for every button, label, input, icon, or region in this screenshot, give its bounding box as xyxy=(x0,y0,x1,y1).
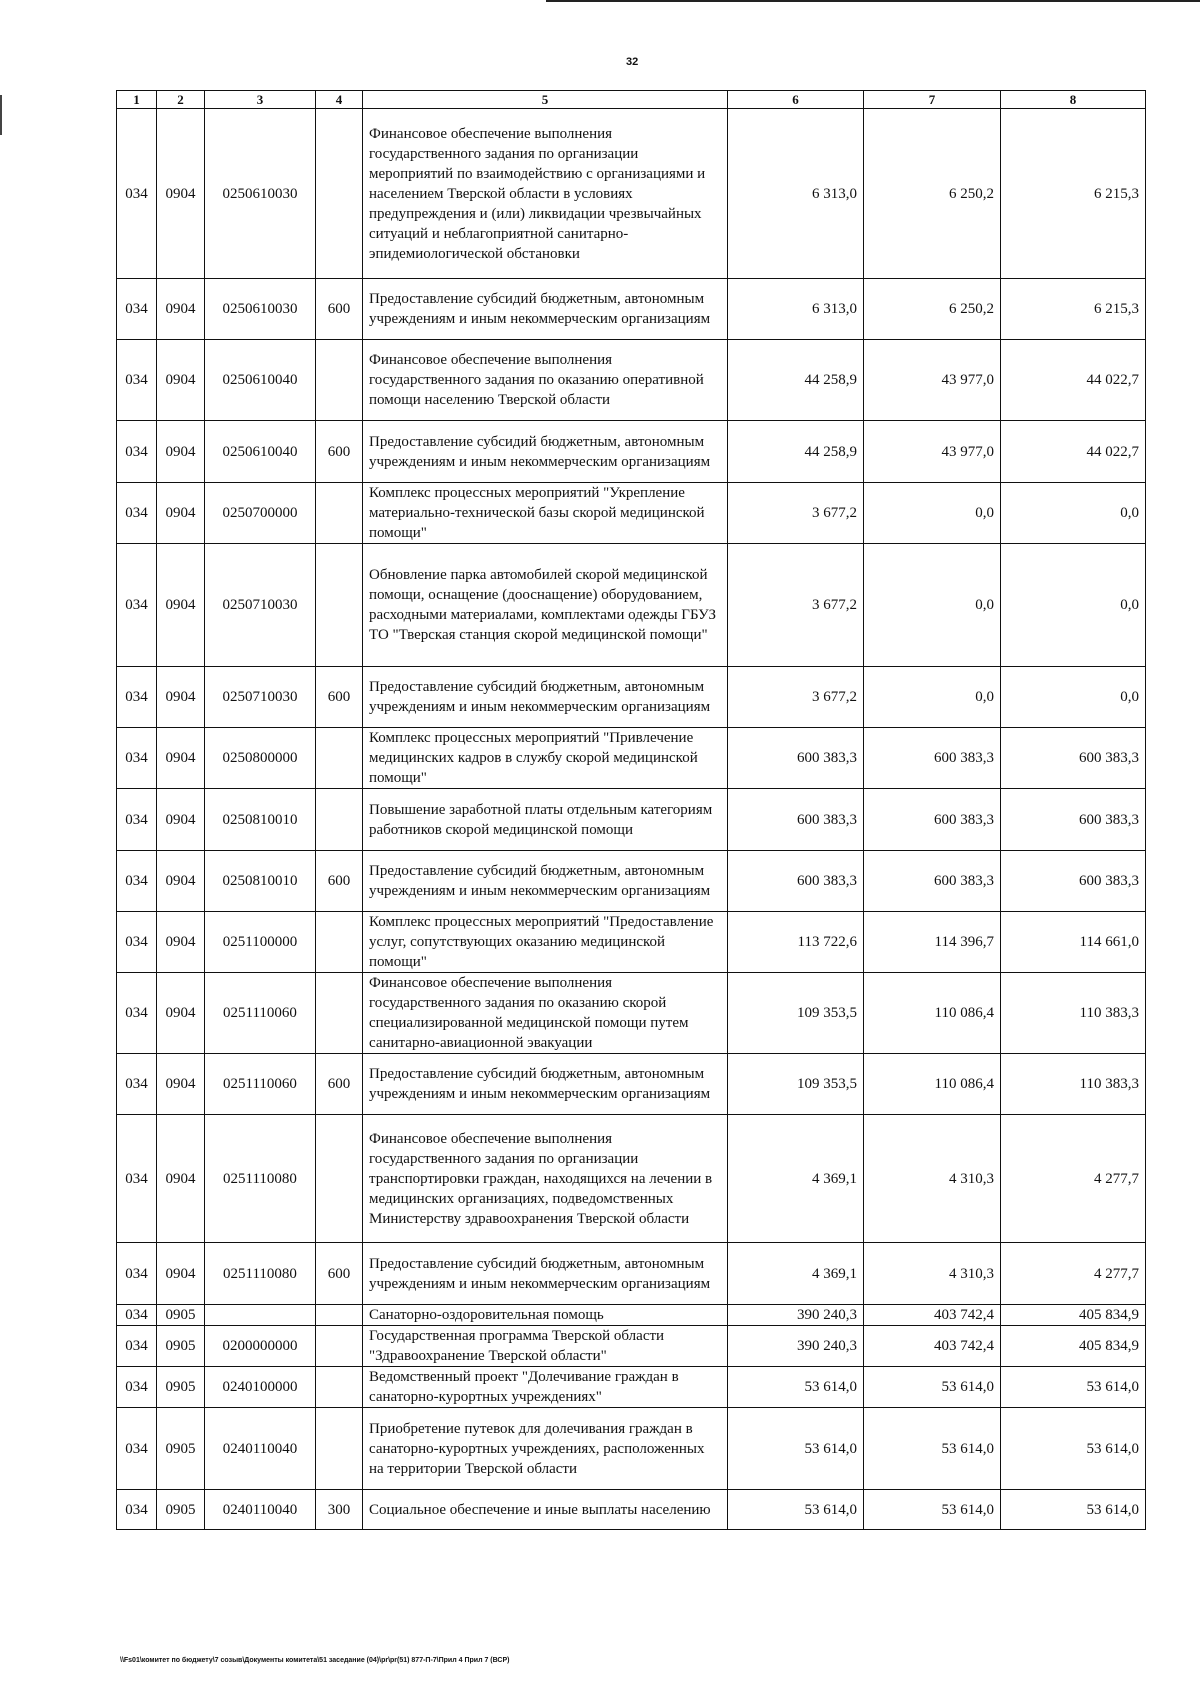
expense-type-cell xyxy=(316,912,363,973)
table-row xyxy=(117,851,1146,912)
item-name-cell: Комплекс процессных мероприятий "Привлечение медицинских кадров в службу скорой медицинской помощи" xyxy=(363,728,728,789)
amount-col6-cell: 6 313,0 xyxy=(728,109,864,279)
budget-code-cell: 034 xyxy=(117,1367,157,1408)
col-header-1: 1 xyxy=(117,91,157,109)
amount-col8-cell: 110 383,3 xyxy=(1001,1054,1146,1115)
section-code-cell: 0904 xyxy=(157,109,205,279)
budget-code-cell: 034 xyxy=(117,1490,157,1530)
amount-col6-cell: 4 369,1 xyxy=(728,1243,864,1305)
expense-type-cell: 300 xyxy=(316,1490,363,1530)
amount-col7-cell: 110 086,4 xyxy=(864,1054,1001,1115)
amount-col7-cell: 403 742,4 xyxy=(864,1326,1001,1367)
budget-code-cell: 034 xyxy=(117,1243,157,1305)
amount-col7-cell: 0,0 xyxy=(864,483,1001,544)
section-code-cell: 0905 xyxy=(157,1408,205,1490)
amount-col7-cell: 110 086,4 xyxy=(864,973,1001,1054)
table-row xyxy=(117,789,1146,851)
expense-type-cell xyxy=(316,340,363,421)
amount-col7-cell: 43 977,0 xyxy=(864,421,1001,483)
budget-code-cell: 034 xyxy=(117,912,157,973)
expense-type-cell: 600 xyxy=(316,1054,363,1115)
target-article-cell xyxy=(205,1305,316,1326)
expense-type-cell: 600 xyxy=(316,421,363,483)
amount-col7-cell: 4 310,3 xyxy=(864,1243,1001,1305)
amount-col6-cell: 109 353,5 xyxy=(728,1054,864,1115)
amount-col6-cell: 600 383,3 xyxy=(728,851,864,912)
expense-type-cell: 600 xyxy=(316,851,363,912)
amount-col8-cell: 53 614,0 xyxy=(1001,1408,1146,1490)
amount-col7-cell: 53 614,0 xyxy=(864,1408,1001,1490)
page-number-text: 32 xyxy=(626,56,639,68)
section-code-cell: 0904 xyxy=(157,421,205,483)
table-row xyxy=(117,340,1146,421)
amount-col8-cell: 4 277,7 xyxy=(1001,1115,1146,1243)
table-row xyxy=(117,912,1146,973)
section-code-cell: 0904 xyxy=(157,789,205,851)
amount-col6-cell: 53 614,0 xyxy=(728,1408,864,1490)
budget-code-cell: 034 xyxy=(117,544,157,667)
item-name-cell: Комплекс процессных мероприятий "Предоставление услуг, сопутствующих оказанию медицинской помощи" xyxy=(363,912,728,973)
target-article-cell: 0240100000 xyxy=(205,1367,316,1408)
budget-code-cell: 034 xyxy=(117,1326,157,1367)
table-header-row xyxy=(117,91,1146,109)
expense-type-cell: 600 xyxy=(316,667,363,728)
table-row xyxy=(117,1243,1146,1305)
item-name-cell: Финансовое обеспечение выполнения государственного задания по организации транспортировки граждан, находящихся на лечении в медицинских организациях, подведомственных Министерству здравоохранения Тверской области xyxy=(363,1115,728,1243)
amount-col8-cell: 6 215,3 xyxy=(1001,109,1146,279)
budget-code-cell: 034 xyxy=(117,728,157,789)
table-row xyxy=(117,1326,1146,1367)
item-name-cell: Предоставление субсидий бюджетным, автономным учреждениям и иным некоммерческим организациям xyxy=(363,851,728,912)
expense-type-cell xyxy=(316,109,363,279)
col-header-6: 6 xyxy=(728,91,864,109)
amount-col6-cell: 113 722,6 xyxy=(728,912,864,973)
amount-col8-cell: 4 277,7 xyxy=(1001,1243,1146,1305)
table-row xyxy=(117,1367,1146,1408)
col-header-2: 2 xyxy=(157,91,205,109)
expense-type-cell xyxy=(316,1367,363,1408)
amount-col8-cell: 44 022,7 xyxy=(1001,421,1146,483)
target-article-cell: 0250810010 xyxy=(205,789,316,851)
target-article-cell: 0251100000 xyxy=(205,912,316,973)
amount-col6-cell: 3 677,2 xyxy=(728,667,864,728)
amount-col7-cell: 43 977,0 xyxy=(864,340,1001,421)
target-article-cell: 0240110040 xyxy=(205,1490,316,1530)
budget-code-cell: 034 xyxy=(117,421,157,483)
amount-col6-cell: 3 677,2 xyxy=(728,483,864,544)
expense-type-cell: 600 xyxy=(316,1243,363,1305)
target-article-cell: 0200000000 xyxy=(205,1326,316,1367)
target-article-cell: 0251110080 xyxy=(205,1243,316,1305)
item-name-cell: Повышение заработной платы отдельным категориям работников скорой медицинской помощи xyxy=(363,789,728,851)
amount-col7-cell: 114 396,7 xyxy=(864,912,1001,973)
section-code-cell: 0904 xyxy=(157,851,205,912)
section-code-cell: 0905 xyxy=(157,1326,205,1367)
section-code-cell: 0905 xyxy=(157,1367,205,1408)
col-header-3: 3 xyxy=(205,91,316,109)
budget-code-cell: 034 xyxy=(117,483,157,544)
amount-col7-cell: 0,0 xyxy=(864,667,1001,728)
amount-col7-cell: 0,0 xyxy=(864,544,1001,667)
section-code-cell: 0904 xyxy=(157,912,205,973)
target-article-cell: 0250710030 xyxy=(205,667,316,728)
budget-code-cell: 034 xyxy=(117,109,157,279)
amount-col8-cell: 600 383,3 xyxy=(1001,851,1146,912)
budget-code-cell: 034 xyxy=(117,1408,157,1490)
amount-col6-cell: 390 240,3 xyxy=(728,1305,864,1326)
amount-col6-cell: 53 614,0 xyxy=(728,1490,864,1530)
table-row xyxy=(117,1054,1146,1115)
target-article-cell: 0251110060 xyxy=(205,1054,316,1115)
amount-col8-cell: 405 834,9 xyxy=(1001,1305,1146,1326)
expense-type-cell xyxy=(316,1305,363,1326)
item-name-cell: Предоставление субсидий бюджетным, автономным учреждениям и иным некоммерческим организациям xyxy=(363,1054,728,1115)
item-name-cell: Финансовое обеспечение выполнения государственного задания по оказанию скорой специализированной медицинской помощи путем санитарно-авиационной эвакуации xyxy=(363,973,728,1054)
item-name-cell: Ведомственный проект "Долечивание граждан в санаторно-курортных учреждениях" xyxy=(363,1367,728,1408)
target-article-cell: 0250700000 xyxy=(205,483,316,544)
item-name-cell: Обновление парка автомобилей скорой медицинской помощи, оснащение (дооснащение) оборудованием, расходными материалами, комплектами одежды ГБУЗ ТО "Тверская станция скорой медицинской помощи" xyxy=(363,544,728,667)
section-code-cell: 0905 xyxy=(157,1490,205,1530)
amount-col7-cell: 600 383,3 xyxy=(864,789,1001,851)
expense-type-cell xyxy=(316,1326,363,1367)
section-code-cell: 0904 xyxy=(157,1115,205,1243)
item-name-cell: Предоставление субсидий бюджетным, автономным учреждениям и иным некоммерческим организациям xyxy=(363,279,728,340)
file-path-footer: \\Fs01\комитет по бюджету\7 созыв\Документы комитета\51 заседание (04)\pr\pr(51) 877-П-7\Прил 4 Прил 7 (ВСР) xyxy=(120,1657,510,1664)
section-code-cell: 0904 xyxy=(157,667,205,728)
amount-col7-cell: 6 250,2 xyxy=(864,279,1001,340)
expense-type-cell xyxy=(316,789,363,851)
amount-col6-cell: 4 369,1 xyxy=(728,1115,864,1243)
section-code-cell: 0904 xyxy=(157,340,205,421)
amount-col7-cell: 600 383,3 xyxy=(864,728,1001,789)
target-article-cell: 0251110080 xyxy=(205,1115,316,1243)
expense-type-cell xyxy=(316,544,363,667)
target-article-cell: 0250610040 xyxy=(205,340,316,421)
table-row xyxy=(117,1408,1146,1490)
expense-type-cell xyxy=(316,1115,363,1243)
target-article-cell: 0251110060 xyxy=(205,973,316,1054)
section-code-cell: 0904 xyxy=(157,1054,205,1115)
amount-col6-cell: 6 313,0 xyxy=(728,279,864,340)
amount-col8-cell: 0,0 xyxy=(1001,667,1146,728)
item-name-cell: Финансовое обеспечение выполнения государственного задания по организации мероприятий по взаимодействию с организациями и населением Тверской области в условиях предупреждения и (или) ликвидации чрезвычайных ситуаций и неблагоприятной санитарно-эпидемиологической обстановки xyxy=(363,109,728,279)
amount-col8-cell: 53 614,0 xyxy=(1001,1367,1146,1408)
table-row xyxy=(117,109,1146,279)
item-name-cell: Предоставление субсидий бюджетным, автономным учреждениям и иным некоммерческим организациям xyxy=(363,1243,728,1305)
target-article-cell: 0250710030 xyxy=(205,544,316,667)
budget-code-cell: 034 xyxy=(117,667,157,728)
item-name-cell: Санаторно-оздоровительная помощь xyxy=(363,1305,728,1326)
amount-col8-cell: 6 215,3 xyxy=(1001,279,1146,340)
amount-col7-cell: 53 614,0 xyxy=(864,1367,1001,1408)
amount-col7-cell: 53 614,0 xyxy=(864,1490,1001,1530)
budget-table xyxy=(116,90,1146,1530)
amount-col6-cell: 600 383,3 xyxy=(728,789,864,851)
item-name-cell: Финансовое обеспечение выполнения государственного задания по оказанию оперативной помощи населению Тверской области xyxy=(363,340,728,421)
amount-col8-cell: 114 661,0 xyxy=(1001,912,1146,973)
budget-code-cell: 034 xyxy=(117,1054,157,1115)
item-name-cell: Комплекс процессных мероприятий "Укрепление материально-технической базы скорой медицинской помощи" xyxy=(363,483,728,544)
section-code-cell: 0904 xyxy=(157,483,205,544)
amount-col6-cell: 390 240,3 xyxy=(728,1326,864,1367)
target-article-cell: 0240110040 xyxy=(205,1408,316,1490)
amount-col7-cell: 600 383,3 xyxy=(864,851,1001,912)
amount-col6-cell: 44 258,9 xyxy=(728,421,864,483)
table-row xyxy=(117,667,1146,728)
section-code-cell: 0905 xyxy=(157,1305,205,1326)
amount-col7-cell: 4 310,3 xyxy=(864,1115,1001,1243)
amount-col6-cell: 53 614,0 xyxy=(728,1367,864,1408)
target-article-cell: 0250610030 xyxy=(205,109,316,279)
budget-code-cell: 034 xyxy=(117,340,157,421)
amount-col7-cell: 6 250,2 xyxy=(864,109,1001,279)
budget-code-cell: 034 xyxy=(117,279,157,340)
budget-code-cell: 034 xyxy=(117,789,157,851)
col-header-5: 5 xyxy=(363,91,728,109)
section-code-cell: 0904 xyxy=(157,279,205,340)
item-name-cell: Государственная программа Тверской области "Здравоохранение Тверской области" xyxy=(363,1326,728,1367)
section-code-cell: 0904 xyxy=(157,544,205,667)
item-name-cell: Предоставление субсидий бюджетным, автономным учреждениям и иным некоммерческим организациям xyxy=(363,667,728,728)
section-code-cell: 0904 xyxy=(157,728,205,789)
amount-col8-cell: 0,0 xyxy=(1001,544,1146,667)
expense-type-cell xyxy=(316,483,363,544)
amount-col8-cell: 405 834,9 xyxy=(1001,1326,1146,1367)
table-row xyxy=(117,973,1146,1054)
item-name-cell: Приобретение путевок для долечивания граждан в санаторно-курортных учреждениях, расположенных на территории Тверской области xyxy=(363,1408,728,1490)
scan-edge-mark xyxy=(0,95,2,135)
amount-col8-cell: 600 383,3 xyxy=(1001,789,1146,851)
target-article-cell: 0250800000 xyxy=(205,728,316,789)
expense-type-cell xyxy=(316,1408,363,1490)
amount-col8-cell: 110 383,3 xyxy=(1001,973,1146,1054)
amount-col7-cell: 403 742,4 xyxy=(864,1305,1001,1326)
amount-col6-cell: 600 383,3 xyxy=(728,728,864,789)
table-row xyxy=(117,544,1146,667)
amount-col8-cell: 0,0 xyxy=(1001,483,1146,544)
table-row xyxy=(117,279,1146,340)
amount-col8-cell: 44 022,7 xyxy=(1001,340,1146,421)
item-name-cell: Социальное обеспечение и иные выплаты населению xyxy=(363,1490,728,1530)
expense-type-cell xyxy=(316,728,363,789)
section-code-cell: 0904 xyxy=(157,973,205,1054)
budget-code-cell: 034 xyxy=(117,973,157,1054)
section-code-cell: 0904 xyxy=(157,1243,205,1305)
expense-type-cell: 600 xyxy=(316,279,363,340)
budget-code-cell: 034 xyxy=(117,1305,157,1326)
col-header-7: 7 xyxy=(864,91,1001,109)
budget-code-cell: 034 xyxy=(117,851,157,912)
amount-col6-cell: 109 353,5 xyxy=(728,973,864,1054)
budget-code-cell: 034 xyxy=(117,1115,157,1243)
table-row xyxy=(117,483,1146,544)
item-name-cell: Предоставление субсидий бюджетным, автономным учреждениям и иным некоммерческим организациям xyxy=(363,421,728,483)
table-row xyxy=(117,421,1146,483)
table-row xyxy=(117,1305,1146,1326)
col-header-4: 4 xyxy=(316,91,363,109)
col-header-8: 8 xyxy=(1001,91,1146,109)
amount-col8-cell: 53 614,0 xyxy=(1001,1490,1146,1530)
target-article-cell: 0250810010 xyxy=(205,851,316,912)
target-article-cell: 0250610040 xyxy=(205,421,316,483)
expense-type-cell xyxy=(316,973,363,1054)
top-rule xyxy=(546,0,1200,2)
table-row xyxy=(117,1490,1146,1530)
amount-col6-cell: 3 677,2 xyxy=(728,544,864,667)
amount-col6-cell: 44 258,9 xyxy=(728,340,864,421)
table-row xyxy=(117,728,1146,789)
amount-col8-cell: 600 383,3 xyxy=(1001,728,1146,789)
table-row xyxy=(117,1115,1146,1243)
target-article-cell: 0250610030 xyxy=(205,279,316,340)
